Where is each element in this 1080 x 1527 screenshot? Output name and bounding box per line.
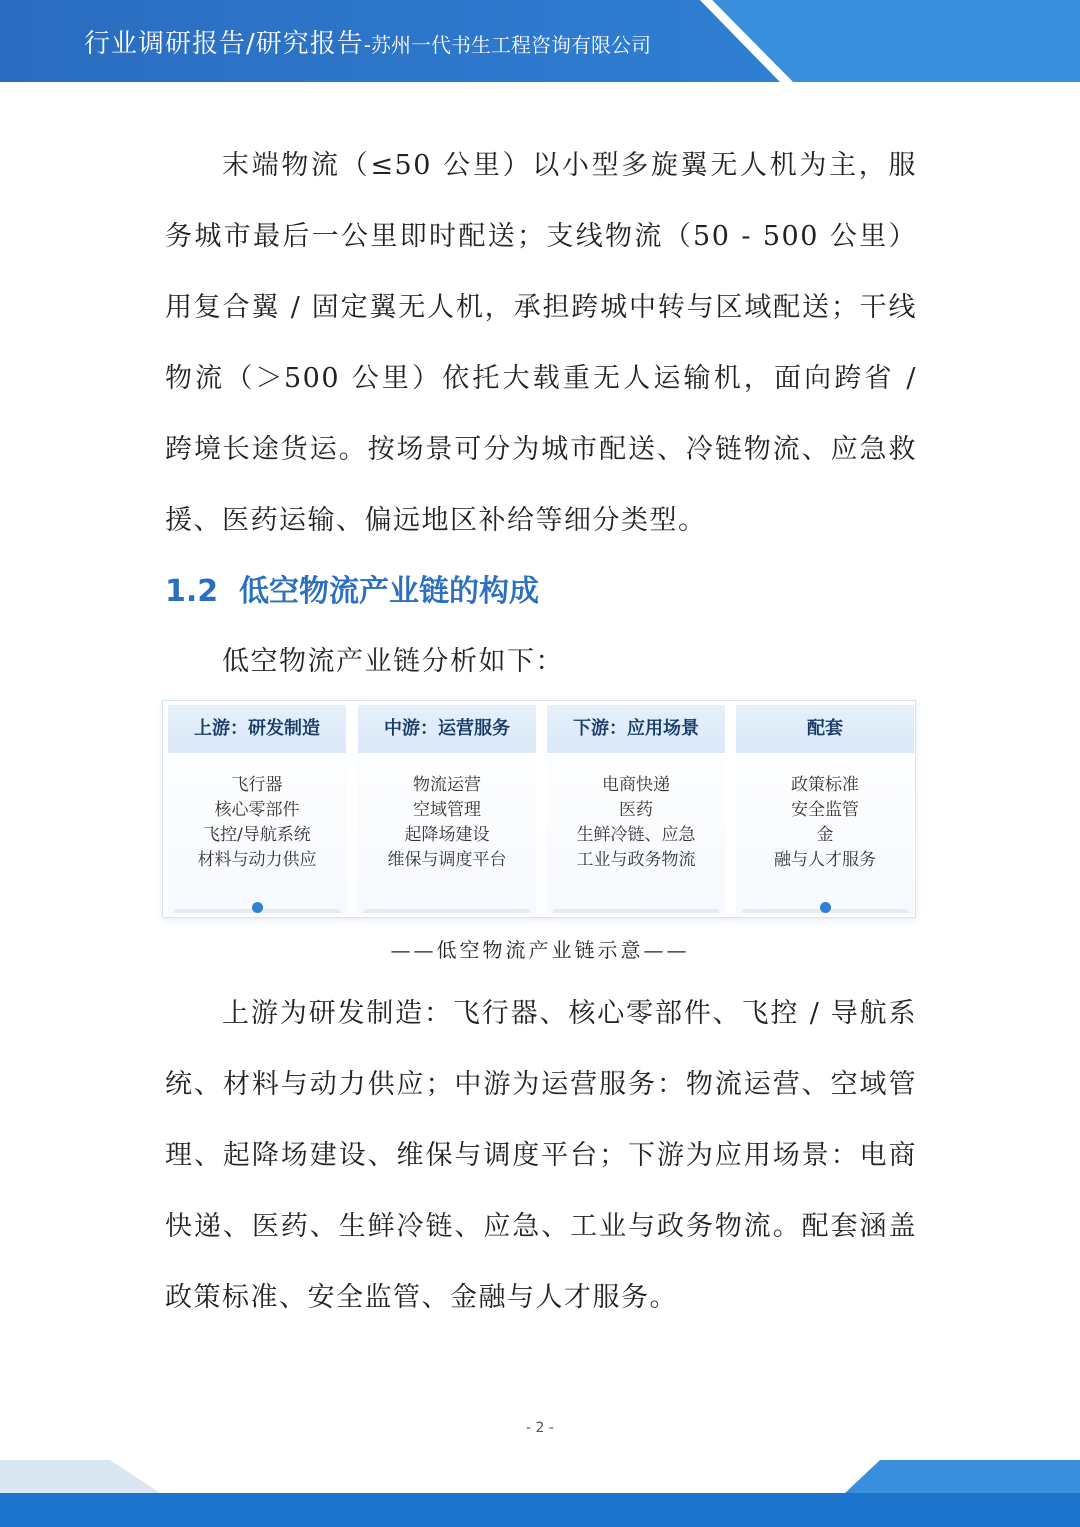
column-item: 空域管理 (413, 800, 481, 820)
chain-column-upstream (168, 705, 346, 913)
column-item: 物流运营 (413, 775, 481, 795)
footer-band (0, 1460, 1080, 1527)
company-name: -苏州一代书生工程咨询有限公司 (363, 33, 651, 57)
column-item: 核心零部件 (214, 800, 300, 820)
column-header: 中游：运营服务 (358, 705, 536, 753)
section-number: 1.2 (165, 574, 219, 609)
column-item: 材料与动力供应 (197, 850, 317, 870)
blue-dot-marker (252, 902, 263, 913)
column-footer-bar (553, 909, 719, 913)
section-title: 低空物流产业链的构成 (239, 574, 540, 609)
figure-caption: ——低空物流产业链示意—— (390, 938, 690, 962)
section-heading (165, 568, 539, 616)
column-item: 金 (816, 825, 834, 845)
chain-intro: 低空物流产业链分析如下： (222, 646, 564, 677)
column-items (168, 773, 346, 873)
column-item: 飞控/导航系统 (203, 825, 311, 845)
column-item: 维保与调度平台 (387, 850, 507, 870)
column-item: 工业与政务物流 (576, 850, 696, 870)
column-item: 医药 (619, 800, 653, 820)
column-item: 飞行器 (231, 775, 283, 795)
column-item: 融与人才服务 (774, 850, 876, 870)
page-number: - 2 - (526, 1420, 554, 1436)
column-items (736, 773, 914, 873)
column-item: 生鲜冷链、应急 (576, 825, 696, 845)
column-item: 政策标准 (791, 775, 859, 795)
column-items (358, 773, 536, 873)
chain-column-downstream (547, 705, 725, 913)
column-header: 下游：应用场景 (547, 705, 725, 753)
column-header: 上游：研发制造 (168, 705, 346, 753)
paragraph-logistics-types: 末端物流（≤50 公里）以小型多旋翼无人机为主，服务城市最后一公里即时配送；支线物流（50 - 500 公里）用复合翼 / 固定翼无人机，承担跨城中转与区域配送；干线物流（＞500 公里）依托大载重无人运输机，面向跨省 / 跨境长途货运。按场景可分为城市配送、冷链物流、应急救援、医药运输、偏远地区补给等细分类型。 (165, 150, 917, 536)
chain-column-supporting (736, 705, 914, 913)
page-header (0, 0, 1080, 82)
report-type-label: 行业调研报告/研究报告 (84, 29, 364, 59)
column-item: 电商快递 (602, 775, 670, 795)
column-footer-bar (364, 909, 530, 913)
column-item: 安全监管 (791, 800, 859, 820)
chain-column-midstream (358, 705, 536, 913)
column-item: 起降场建设 (404, 825, 490, 845)
page-footer (0, 1460, 1080, 1527)
column-header: 配套 (736, 705, 914, 753)
blue-dot-marker (820, 902, 831, 913)
industry-chain-diagram (162, 700, 916, 918)
header-title (84, 24, 651, 64)
column-items (547, 773, 725, 873)
paragraph-chain-summary: 上游为研发制造：飞行器、核心零部件、飞控 / 导航系统、材料与动力供应；中游为运营服务：物流运营、空域管理、起降场建设、维保与调度平台；下游为应用场景：电商快递、医药、生鲜冷链、应急、工业与政务物流。配套涵盖政策标准、安全监管、金融与人才服务。 (165, 998, 917, 1313)
